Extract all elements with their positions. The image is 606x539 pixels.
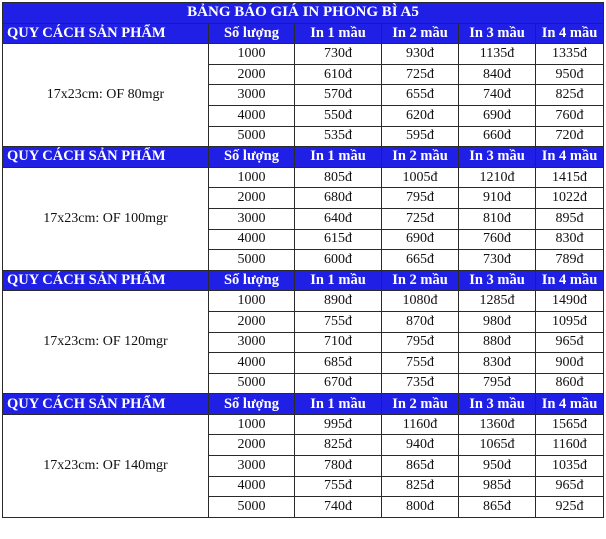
price-cell: 615đ — [295, 229, 382, 250]
price-cell: 760đ — [536, 105, 604, 126]
price-cell: 1210đ — [459, 167, 536, 188]
quantity-cell: 3000 — [209, 332, 295, 353]
price-cell: 1065đ — [459, 435, 536, 456]
quantity-cell: 2000 — [209, 435, 295, 456]
price-cell: 795đ — [382, 188, 459, 209]
product-spec-cell: 17x23cm: OF 80mgr — [3, 44, 209, 147]
column-header-spec: QUY CÁCH SẢN PHẨM — [3, 394, 209, 415]
price-cell: 730đ — [295, 44, 382, 65]
price-cell: 1360đ — [459, 414, 536, 435]
price-cell: 755đ — [295, 311, 382, 332]
price-cell: 810đ — [459, 208, 536, 229]
quantity-cell: 3000 — [209, 456, 295, 477]
column-header: In 2 mầu — [382, 270, 459, 291]
price-cell: 740đ — [459, 85, 536, 106]
product-spec-cell: 17x23cm: OF 100mgr — [3, 167, 209, 270]
price-cell: 730đ — [459, 250, 536, 271]
price-cell: 860đ — [536, 373, 604, 394]
quantity-cell: 2000 — [209, 64, 295, 85]
table-title: BẢNG BÁO GIÁ IN PHONG BÌ A5 — [3, 3, 604, 24]
quantity-cell: 2000 — [209, 311, 295, 332]
column-header: In 3 mầu — [459, 147, 536, 168]
price-cell: 825đ — [382, 476, 459, 497]
section-header-row — [3, 147, 604, 168]
column-header: In 1 mầu — [295, 270, 382, 291]
price-cell: 980đ — [459, 311, 536, 332]
column-header: In 3 mầu — [459, 23, 536, 44]
column-header: In 4 mầu — [536, 23, 604, 44]
quantity-cell: 2000 — [209, 188, 295, 209]
section-header-row — [3, 270, 604, 291]
price-cell: 910đ — [459, 188, 536, 209]
table-row — [3, 167, 604, 188]
price-cell: 825đ — [295, 435, 382, 456]
price-cell: 865đ — [382, 456, 459, 477]
price-cell: 965đ — [536, 476, 604, 497]
price-cell: 550đ — [295, 105, 382, 126]
price-cell: 789đ — [536, 250, 604, 271]
section-header-row — [3, 394, 604, 415]
price-cell: 600đ — [295, 250, 382, 271]
column-header-spec: QUY CÁCH SẢN PHẨM — [3, 23, 209, 44]
price-cell: 890đ — [295, 291, 382, 312]
price-cell: 710đ — [295, 332, 382, 353]
price-cell: 865đ — [459, 497, 536, 518]
column-header: In 1 mầu — [295, 394, 382, 415]
table-body — [3, 3, 604, 518]
price-cell: 1415đ — [536, 167, 604, 188]
price-cell: 665đ — [382, 250, 459, 271]
column-header: Số lượng — [209, 147, 295, 168]
price-cell: 735đ — [382, 373, 459, 394]
quantity-cell: 3000 — [209, 85, 295, 106]
price-cell: 1160đ — [382, 414, 459, 435]
price-cell: 640đ — [295, 208, 382, 229]
column-header: In 3 mầu — [459, 394, 536, 415]
title-row — [3, 3, 604, 24]
price-cell: 685đ — [295, 353, 382, 374]
price-cell: 570đ — [295, 85, 382, 106]
quantity-cell: 1000 — [209, 291, 295, 312]
price-cell: 1285đ — [459, 291, 536, 312]
price-cell: 670đ — [295, 373, 382, 394]
quantity-cell: 1000 — [209, 414, 295, 435]
price-cell: 940đ — [382, 435, 459, 456]
column-header: In 2 mầu — [382, 394, 459, 415]
quantity-cell: 4000 — [209, 105, 295, 126]
price-cell: 720đ — [536, 126, 604, 147]
table-row — [3, 414, 604, 435]
price-cell: 655đ — [382, 85, 459, 106]
price-cell: 755đ — [295, 476, 382, 497]
price-cell: 1335đ — [536, 44, 604, 65]
price-cell: 660đ — [459, 126, 536, 147]
section-header-row — [3, 23, 604, 44]
price-cell: 1095đ — [536, 311, 604, 332]
quantity-cell: 1000 — [209, 167, 295, 188]
table-row — [3, 291, 604, 312]
price-cell: 830đ — [459, 353, 536, 374]
price-cell: 895đ — [536, 208, 604, 229]
price-cell: 780đ — [295, 456, 382, 477]
column-header-spec: QUY CÁCH SẢN PHẨM — [3, 147, 209, 168]
price-cell: 1005đ — [382, 167, 459, 188]
column-header: Số lượng — [209, 394, 295, 415]
price-cell: 755đ — [382, 353, 459, 374]
price-cell: 925đ — [536, 497, 604, 518]
price-cell: 995đ — [295, 414, 382, 435]
price-cell: 965đ — [536, 332, 604, 353]
product-spec-cell: 17x23cm: OF 120mgr — [3, 291, 209, 394]
price-cell: 795đ — [459, 373, 536, 394]
price-cell: 800đ — [382, 497, 459, 518]
column-header: In 4 mầu — [536, 394, 604, 415]
price-cell: 930đ — [382, 44, 459, 65]
price-cell: 620đ — [382, 105, 459, 126]
column-header: In 2 mầu — [382, 23, 459, 44]
price-cell: 690đ — [459, 105, 536, 126]
quantity-cell: 5000 — [209, 126, 295, 147]
column-header: In 4 mầu — [536, 270, 604, 291]
price-cell: 1160đ — [536, 435, 604, 456]
price-cell: 725đ — [382, 64, 459, 85]
column-header: Số lượng — [209, 270, 295, 291]
price-cell: 825đ — [536, 85, 604, 106]
price-cell: 1135đ — [459, 44, 536, 65]
column-header: In 3 mầu — [459, 270, 536, 291]
quantity-cell: 4000 — [209, 229, 295, 250]
quantity-cell: 5000 — [209, 373, 295, 394]
price-cell: 680đ — [295, 188, 382, 209]
price-cell: 900đ — [536, 353, 604, 374]
price-cell: 760đ — [459, 229, 536, 250]
table-row — [3, 44, 604, 65]
price-cell: 1080đ — [382, 291, 459, 312]
price-cell: 880đ — [459, 332, 536, 353]
column-header-spec: QUY CÁCH SẢN PHẨM — [3, 270, 209, 291]
price-cell: 840đ — [459, 64, 536, 85]
column-header: Số lượng — [209, 23, 295, 44]
price-cell: 1565đ — [536, 414, 604, 435]
price-cell: 610đ — [295, 64, 382, 85]
product-spec-cell: 17x23cm: OF 140mgr — [3, 414, 209, 517]
quantity-cell: 1000 — [209, 44, 295, 65]
price-cell: 725đ — [382, 208, 459, 229]
price-cell: 950đ — [536, 64, 604, 85]
price-cell: 985đ — [459, 476, 536, 497]
column-header: In 1 mầu — [295, 23, 382, 44]
quantity-cell: 5000 — [209, 250, 295, 271]
price-cell: 795đ — [382, 332, 459, 353]
price-cell: 690đ — [382, 229, 459, 250]
price-cell: 535đ — [295, 126, 382, 147]
price-cell: 1022đ — [536, 188, 604, 209]
price-cell: 950đ — [459, 456, 536, 477]
column-header: In 1 mầu — [295, 147, 382, 168]
price-cell: 830đ — [536, 229, 604, 250]
column-header: In 4 mầu — [536, 147, 604, 168]
quantity-cell: 4000 — [209, 353, 295, 374]
price-table — [2, 2, 604, 518]
price-cell: 870đ — [382, 311, 459, 332]
price-cell: 740đ — [295, 497, 382, 518]
quantity-cell: 4000 — [209, 476, 295, 497]
quantity-cell: 3000 — [209, 208, 295, 229]
quantity-cell: 5000 — [209, 497, 295, 518]
price-cell: 595đ — [382, 126, 459, 147]
price-cell: 1035đ — [536, 456, 604, 477]
price-cell: 805đ — [295, 167, 382, 188]
column-header: In 2 mầu — [382, 147, 459, 168]
price-cell: 1490đ — [536, 291, 604, 312]
